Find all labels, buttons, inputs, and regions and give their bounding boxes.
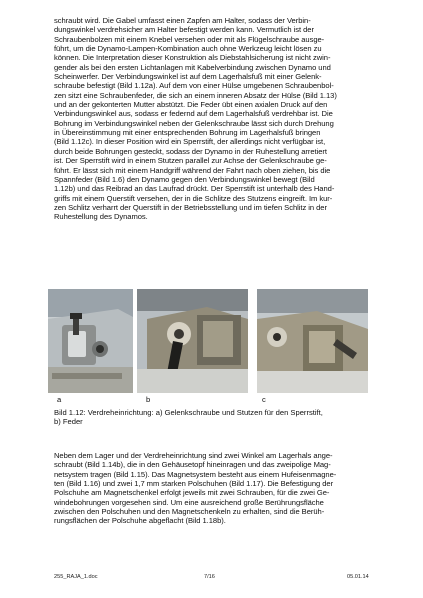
photo-c [257, 289, 368, 393]
footer-date: 05.01.14 [347, 574, 369, 580]
photo-b-image [137, 289, 248, 393]
footer-page-number: 7/16 [204, 574, 215, 580]
photo-a [48, 289, 133, 393]
photo-c-image [257, 289, 368, 393]
figure-photos [48, 289, 390, 393]
figure-label-b: b [146, 395, 151, 404]
photo-b [137, 289, 248, 393]
body-paragraph-1: schraubt wird. Die Gabel umfasst einen Zapfen am Halter, sodass der Verbin- dungswinkel verdrehsicher am Halter befestigt werden kann. Vermutlich ist der Schraubenbolzen mit einem Knebel versehen oder mit als Flügelschraube ausge- führt, um die Dynamo-Lampen-Kombination auch ohne Werkzeug leicht lösen zu können. Die Interpretation dieser Konstruktion als Diebstahlsicherung ist nicht zwin- gender als bei den ersten Lichtanlagen mit Kabelverbindung zwischen Dynamo und Scheinwerfer. Der Verbindungswinkel ist auf dem Lagerhalsfuß mit einer Gelenk- schraube befestigt (Bild 1.12a). Auf dem von einer Hülse umgebenen Schraubenbol- zen sitzt eine Schraubenfeder, die sich an einem inneren Absatz der Hülse (Bild 1.13) und an der gekonterten Mutter abstützt. Die Feder übt einen axialen Druck auf den Verbindungswinkel aus, sodass er federnd auf dem Lagerhalsfuß verdrehbar ist. Die Bohrung im Verbindungswinkel neben der Gelenkschraube lässt sich durch Drehung in Übereinstimmung mit einer entsprechenden Bohrung im Lagerhalsfuß bringen (Bild 1.12c). In dieser Position wird ein Sperrstift, der allerdings nicht verfügbar ist, durch beide Bohrungen gesteckt, sodass der Dynamo in der Ruhestellung arretiert ist. Der Sperrstift wird in einem Stutzen parallel zur Achse der Gelenkschraube ge- führt. Er lässt sich mit einem Handgriff während der Fahrt nach oben ziehen, bis die Spannfeder (Bild 1.6) den Dynamo gegen den Verbindungswinkel bewegt (Bild 1.12b) und das Reibrad an das Laufrad drückt. Der Sperrstift ist unterhalb des Hand- griffs mit einem Querstift versehen, der in die Schlitze des Stutzens eingreift. Im kur- zen Schlitz verharrt der Querstift in der Betriebsstellung und im tiefen Schlitz in der Ruhestellung des Dynamos. [54, 16, 337, 222]
figure-label-c: c [262, 395, 266, 404]
body-paragraph-2: Neben dem Lager und der Verdreheinrichtung sind zwei Winkel am Lagerhals ange- schraubt (Bild 1.14b), die in den Gehäusetopf hineinragen und das zweipolige Mag- netsystem tragen (Bild 1.15). Das Magnetsystem besteht aus einem Hufeisenmagne- ten (Bild 1.16) und zwei 1,7 mm starken Polschuhen (Bild 1.17). Die Befestigung der Polschuhe am Magnetschenkel erfolgt jeweils mit zwei Schrauben, für die zwei Ge- windebohrungen vorgesehen sind. Um eine ausreichend große Berührungsfläche zwischen den Polschuhen und den Magnetschenkeln zu erhalten, sind die Berüh- rungsflächen der Polschuhe abgeflacht (Bild 1.18b). [54, 451, 337, 526]
photo-a-image [48, 289, 133, 393]
figure-label-a: a [57, 395, 62, 404]
figure-caption: Bild 1.12: Verdreheinrichtung: a) Gelenkschraube und Stutzen für den Sperrstift, b) Feder [54, 408, 323, 427]
footer-filename: 255_RAJA_1.doc [54, 574, 98, 580]
